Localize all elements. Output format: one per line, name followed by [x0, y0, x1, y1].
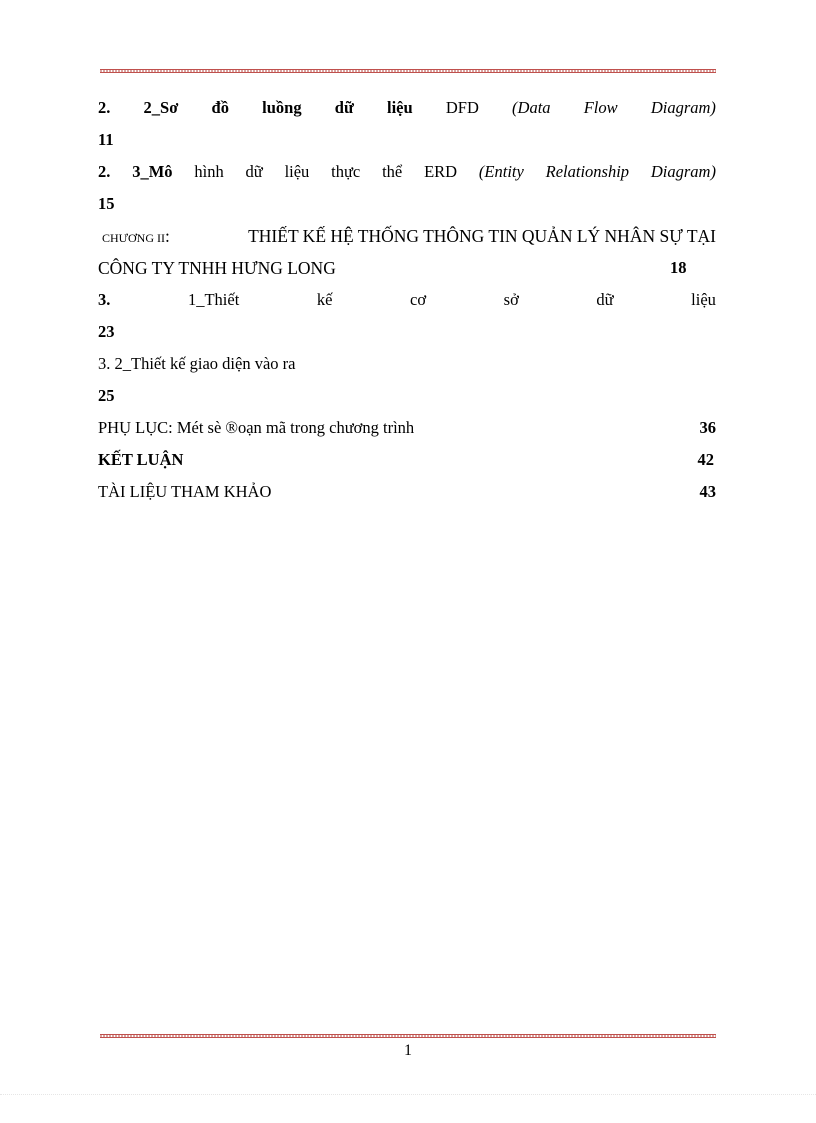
toc-entry-dfd[interactable]: [98, 92, 716, 124]
toc-references-page: 43: [699, 482, 716, 501]
toc-io-page: 25: [98, 386, 115, 405]
footer-rule: [100, 1034, 716, 1038]
toc-appendix-page: 36: [699, 418, 716, 437]
page-number: 1: [404, 1042, 412, 1059]
toc-erd-word: (Entity: [478, 162, 524, 181]
toc-db-page: 23: [98, 322, 115, 341]
toc-dfd-word: 2_Sơ: [143, 98, 179, 117]
toc-entry-chapter-2[interactable]: [98, 220, 716, 252]
toc-erd-word: Relationship: [545, 162, 630, 181]
toc-dfd-word: dữ: [334, 98, 354, 117]
toc-dfd-word: (Data: [512, 98, 551, 117]
toc-erd-word: hình: [194, 162, 224, 181]
toc-dfd-word: Flow: [583, 98, 618, 117]
toc-db-num: 3.: [98, 290, 111, 309]
toc-dfd-page: 11: [98, 130, 114, 149]
toc-erd-word: thực: [331, 162, 361, 181]
toc-conclusion-page: 42: [697, 450, 714, 469]
toc-db-word: cơ: [410, 290, 427, 309]
toc-chapter-2-prefix: CHƯƠNG II: [102, 231, 165, 245]
toc-db-word: liệu: [691, 290, 716, 309]
toc-entry-appendix[interactable]: [98, 412, 716, 444]
toc-appendix-label: PHỤ LỤC: Mét sè ®oạn mã trong chương trình: [98, 418, 415, 437]
toc-dfd-word: đồ: [211, 98, 229, 117]
toc-erd-word: 3_Mô: [132, 162, 173, 181]
toc-io-label: 3. 2_Thiết kế giao diện vào ra: [98, 354, 296, 373]
toc-erd-word: ERD: [424, 162, 458, 181]
toc-chapter-2-page: 18: [670, 258, 687, 277]
toc-dfd-num: 2.: [98, 98, 111, 117]
toc-erd-word: Diagram): [650, 162, 716, 181]
toc-erd-word: thể: [382, 162, 403, 181]
toc-erd-num: 2.: [98, 162, 111, 181]
toc-references-label: TÀI LIỆU THAM KHẢO: [98, 482, 272, 501]
toc-entry-conclusion[interactable]: [98, 444, 716, 476]
toc-entry-database-design[interactable]: [98, 284, 716, 316]
toc-entry-io-design[interactable]: [98, 348, 716, 380]
toc-erd-word: dữ: [245, 162, 263, 181]
toc-db-word: 1_Thiết: [187, 290, 240, 309]
toc-entry-references[interactable]: [98, 476, 716, 508]
toc-dfd-word: DFD: [445, 98, 479, 117]
toc-conclusion-label: KẾT LUẬN: [98, 450, 184, 469]
toc-entry-erd[interactable]: [98, 156, 716, 188]
toc-dfd-word: luồng: [262, 98, 302, 117]
toc-chapter-2-title-line2: CÔNG TY TNHH HƯNG LONG: [98, 258, 336, 278]
toc-db-word: kế: [316, 290, 333, 309]
header-rule: [100, 69, 716, 73]
toc-chapter-2-title-line1: THIẾT KẾ HỆ THỐNG THÔNG TIN QUẢN LÝ NHÂN SỰ TẠI: [248, 226, 716, 246]
toc-chapter-2-colon: :: [164, 226, 170, 246]
toc-db-word: sở: [503, 290, 519, 309]
toc-erd-page: 15: [98, 194, 115, 213]
table-of-contents: [98, 92, 716, 508]
toc-db-word: dữ: [596, 290, 614, 309]
toc-dfd-word: liệu: [387, 98, 413, 117]
toc-dfd-word: Diagram): [650, 98, 716, 117]
toc-entry-chapter-2-cont[interactable]: [98, 252, 716, 284]
toc-erd-word: liệu: [284, 162, 310, 181]
page-edge: [0, 1094, 816, 1095]
